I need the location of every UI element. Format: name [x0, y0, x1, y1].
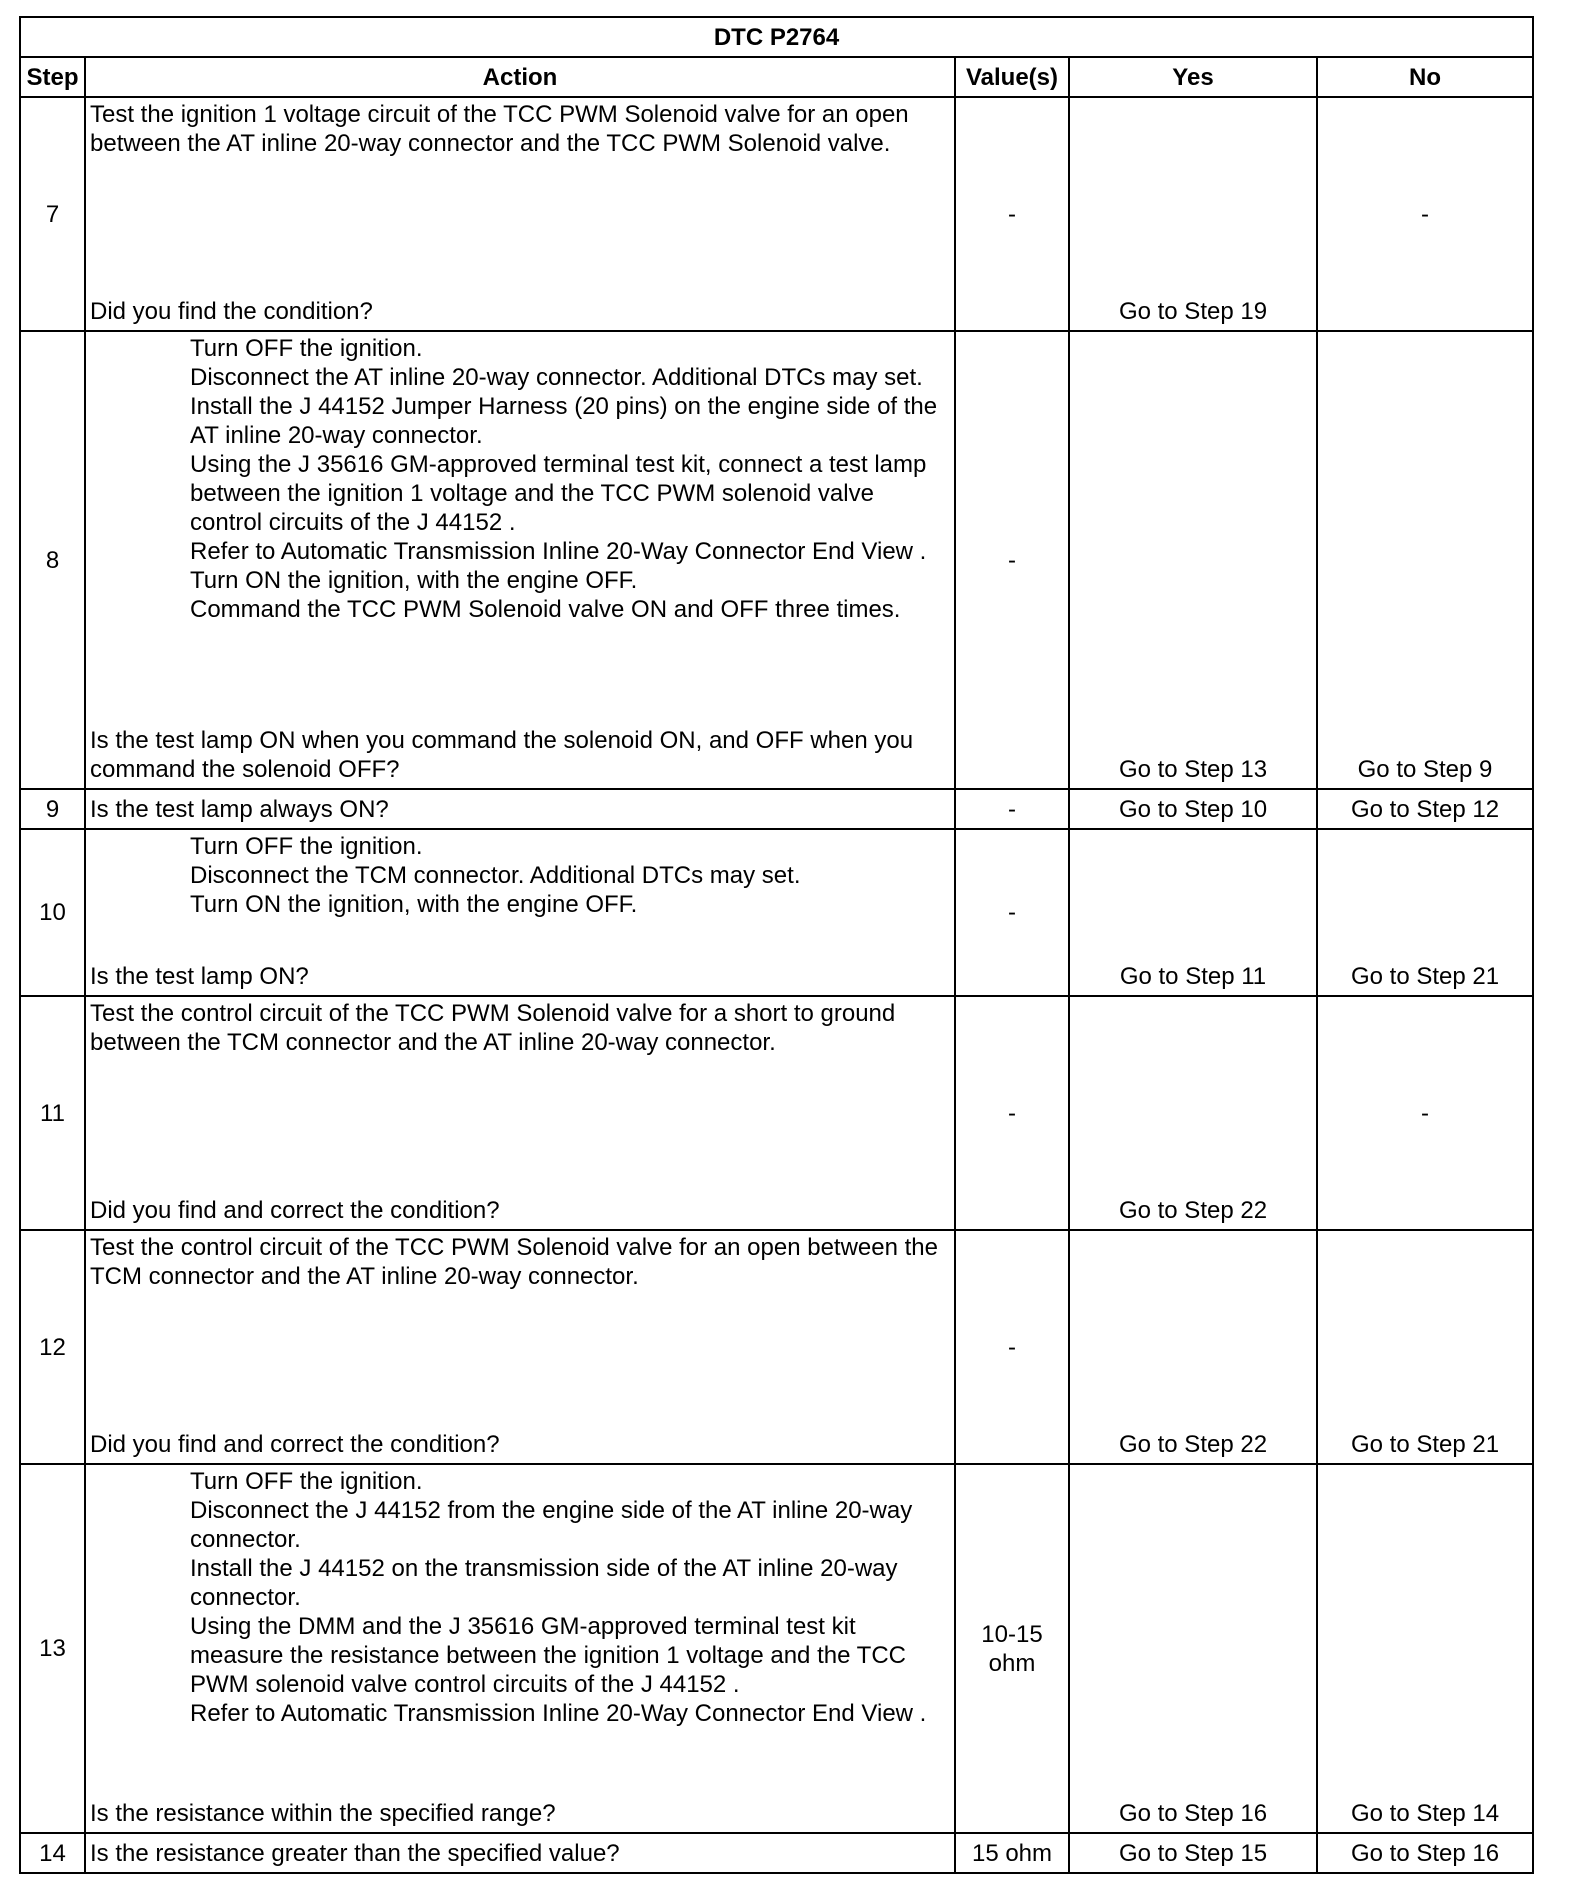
- action-question: Did you find and correct the condition?: [90, 1431, 500, 1458]
- action-cell: [85, 1464, 955, 1833]
- step-number: 14: [20, 1833, 85, 1873]
- action-step-item: Install the J 44152 on the transmission side of the AT inline 20-way connector.: [190, 1555, 898, 1611]
- action-intro: Test the control circuit of the TCC PWM Solenoid valve for a short to ground between the TCM connector and the AT inline 20-way connector.: [90, 1000, 896, 1056]
- step-number: 10: [20, 829, 85, 996]
- no-cell: Go to Step 9: [1317, 331, 1533, 789]
- action-step-item: Disconnect the TCM connector. Additional DTCs may set.: [190, 862, 801, 889]
- no-cell: Go to Step 12: [1317, 789, 1533, 829]
- yes-cell: Go to Step 15: [1069, 1833, 1317, 1873]
- action-step-item: Command the TCC PWM Solenoid valve ON and OFF three times.: [190, 596, 901, 623]
- action-step-item: Disconnect the J 44152 from the engine side of the AT inline 20-way connector.: [190, 1497, 913, 1553]
- action-question: Is the test lamp ON when you command the solenoid ON, and OFF when you command the solenoid OFF?: [90, 727, 914, 783]
- yes-cell: Go to Step 10: [1069, 789, 1317, 829]
- action-step-item: Install the J 44152 Jumper Harness (20 pins) on the engine side of the AT inline 20-way connector.: [190, 393, 938, 449]
- action-step-item: Disconnect the AT inline 20-way connector. Additional DTCs may set.: [190, 364, 923, 391]
- value-cell: -: [955, 996, 1069, 1230]
- header-step: Step: [20, 57, 85, 97]
- action-step-item: Turn ON the ignition, with the engine OFF.: [190, 567, 638, 594]
- action-step-item: Turn OFF the ignition.: [190, 1468, 423, 1495]
- no-cell: Go to Step 14: [1317, 1464, 1533, 1833]
- dtc-table: [19, 16, 1534, 1874]
- no-cell: -: [1317, 97, 1533, 331]
- step-number: 8: [20, 331, 85, 789]
- action-step-item: Refer to Automatic Transmission Inline 20-Way Connector End View .: [190, 538, 927, 565]
- table-row: [20, 789, 1533, 829]
- action-cell: [85, 789, 955, 829]
- action-step-item: Turn ON the ignition, with the engine OFF.: [190, 891, 638, 918]
- yes-cell: Go to Step 11: [1069, 829, 1317, 996]
- action-question: Is the resistance within the specified range?: [90, 1800, 556, 1827]
- action-step-item: Using the DMM and the J 35616 GM-approved terminal test kit measure the resistance between the ignition 1 voltage and the TCC PWM solenoid valve control circuits of the J 44152 .: [190, 1613, 906, 1698]
- action-cell: [85, 829, 955, 996]
- step-number: 12: [20, 1230, 85, 1464]
- value-cell: -: [955, 829, 1069, 996]
- action-cell: [85, 1833, 955, 1873]
- value-cell: -: [955, 331, 1069, 789]
- step-number: 13: [20, 1464, 85, 1833]
- action-step-item: Refer to Automatic Transmission Inline 20-Way Connector End View .: [190, 1700, 927, 1727]
- table-row: [20, 996, 1533, 1230]
- action-step-item: Turn OFF the ignition.: [190, 833, 423, 860]
- action-question: Is the test lamp ON?: [90, 963, 309, 990]
- value-cell: 15 ohm: [955, 1833, 1069, 1873]
- yes-cell: Go to Step 19: [1069, 97, 1317, 331]
- table-row: [20, 1230, 1533, 1464]
- value-cell: 10-15 ohm: [955, 1464, 1069, 1833]
- table-row: [20, 331, 1533, 789]
- yes-cell: Go to Step 22: [1069, 996, 1317, 1230]
- table-row: [20, 1833, 1533, 1873]
- action-cell: [85, 97, 955, 331]
- header-yes: Yes: [1069, 57, 1317, 97]
- step-number: 7: [20, 97, 85, 331]
- action-steps: [90, 334, 950, 624]
- action-question: Did you find the condition?: [90, 298, 373, 325]
- header-action: Action: [85, 57, 955, 97]
- action-question: Is the resistance greater than the specified value?: [90, 1839, 620, 1867]
- action-step-item: Using the J 35616 GM-approved terminal test kit, connect a test lamp between the ignition 1 voltage and the TCC PWM solenoid valve control circuits of the J 44152 .: [190, 451, 927, 536]
- action-intro: Test the control circuit of the TCC PWM Solenoid valve for an open between the TCM connector and the AT inline 20-way connector.: [90, 1234, 938, 1290]
- action-question: Did you find and correct the condition?: [90, 1197, 500, 1224]
- no-cell: Go to Step 16: [1317, 1833, 1533, 1873]
- action-question: Is the test lamp always ON?: [90, 795, 389, 823]
- yes-cell: Go to Step 13: [1069, 331, 1317, 789]
- value-cell: -: [955, 97, 1069, 331]
- value-cell: -: [955, 789, 1069, 829]
- table-row: [20, 97, 1533, 331]
- yes-cell: Go to Step 16: [1069, 1464, 1317, 1833]
- action-cell: [85, 1230, 955, 1464]
- step-number: 9: [20, 789, 85, 829]
- header-values: Value(s): [955, 57, 1069, 97]
- header-no: No: [1317, 57, 1533, 97]
- no-cell: -: [1317, 996, 1533, 1230]
- action-intro: Test the ignition 1 voltage circuit of the TCC PWM Solenoid valve for an open between the AT inline 20-way connector and the TCC PWM Solenoid valve.: [90, 101, 909, 157]
- table-row: [20, 829, 1533, 996]
- no-cell: Go to Step 21: [1317, 1230, 1533, 1464]
- action-steps: [90, 832, 950, 919]
- action-cell: [85, 331, 955, 789]
- table-row: [20, 1464, 1533, 1833]
- step-number: 11: [20, 996, 85, 1230]
- no-cell: Go to Step 21: [1317, 829, 1533, 996]
- action-cell: [85, 996, 955, 1230]
- table-title: DTC P2764: [20, 17, 1533, 57]
- yes-cell: Go to Step 22: [1069, 1230, 1317, 1464]
- value-cell: -: [955, 1230, 1069, 1464]
- action-steps: [90, 1467, 950, 1728]
- action-step-item: Turn OFF the ignition.: [190, 335, 423, 362]
